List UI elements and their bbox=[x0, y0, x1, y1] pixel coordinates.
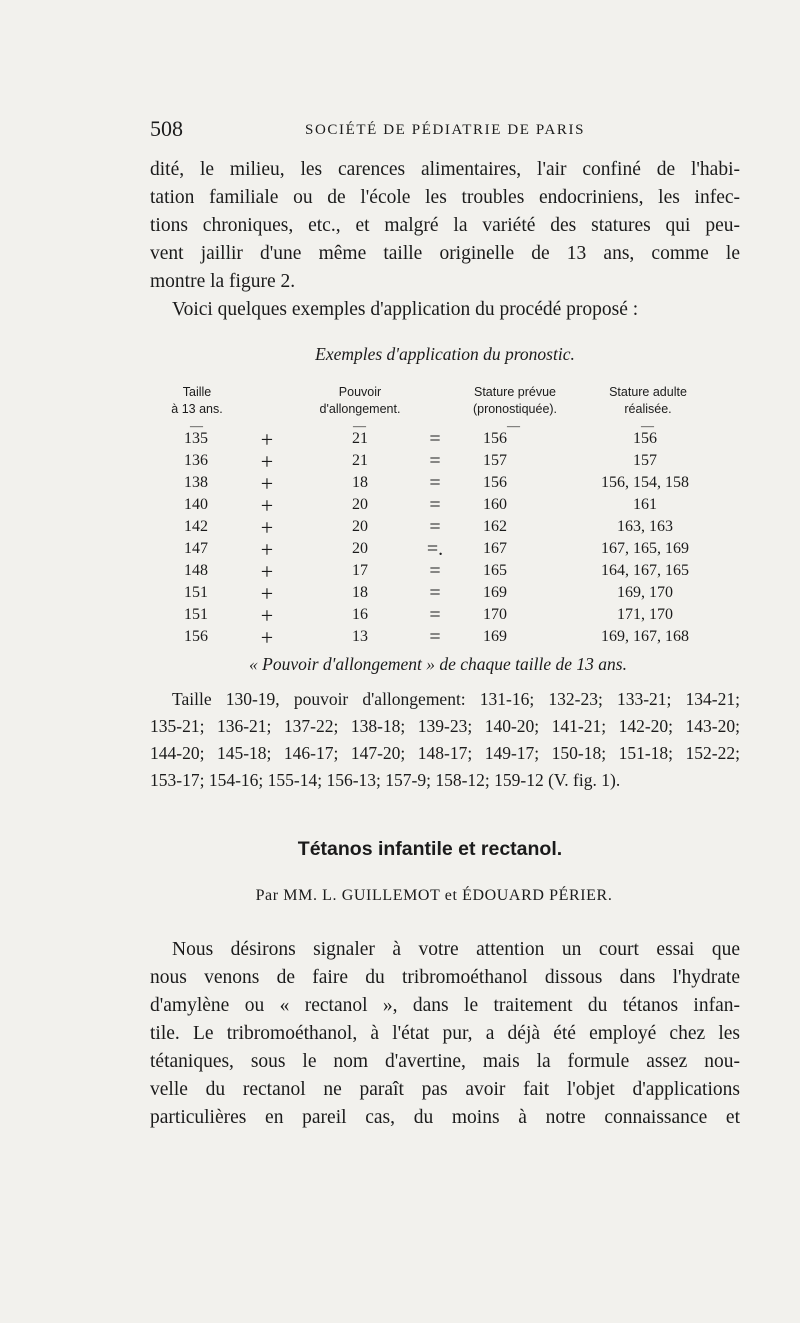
text-line: vent jaillir d'une même taille originelle de 13 ans, comme le bbox=[150, 243, 740, 264]
text-line: Nous désirons signaler à votre attention un court essai que bbox=[172, 939, 740, 960]
header-pouvoir: Pouvoir d'allongement. bbox=[319, 385, 401, 416]
text-line: tile. Le tribromoéthanol, à l'état pur, a déjà été employé chez les bbox=[150, 1023, 740, 1044]
text-line: particulières en pareil cas, du moins à notre connaissance et bbox=[150, 1107, 740, 1128]
table-row: 136 + 21 = 157 157 bbox=[184, 449, 657, 474]
text-line: nous venons de faire du tribromoéthanol dissous dans l'hydrate bbox=[150, 967, 740, 988]
paragraph-tetanos bbox=[150, 936, 740, 1132]
paragraph-continuation bbox=[150, 156, 740, 296]
text-line: 135-21; 136-21; 137-22; 138-18; 139-23; 140-20; 141-21; 142-20; 143-20; bbox=[150, 716, 740, 736]
table-row: 151 + 18 = 169 169, 170 bbox=[184, 581, 673, 606]
text-line: Taille 130-19, pouvoir d'allongement: 131-16; 132-23; 133-21; 134-21; bbox=[172, 689, 740, 709]
page-number: 508 bbox=[150, 116, 183, 141]
section-title: Tétanos infantile et rectanol. bbox=[297, 838, 563, 860]
header-dash: — bbox=[507, 418, 520, 433]
table-row: 135 + 21 = 156 156 bbox=[184, 427, 657, 452]
table-row: 142 + 20 = 162 163, 163 bbox=[184, 515, 673, 540]
header-adulte: Stature adulte réalisée. bbox=[609, 385, 687, 416]
table-row: 140 + 20 = 160 161 bbox=[184, 493, 657, 518]
text-line: dité, le milieu, les carences alimentaires, l'air confiné de l'habi- bbox=[150, 159, 740, 180]
text-line: tation familiale ou de l'école les troubles endocriniens, les infec- bbox=[150, 187, 740, 208]
header-dash: — bbox=[190, 418, 203, 433]
secondary-caption: « Pouvoir d'allongement » de chaque taille de 13 ans. bbox=[249, 654, 627, 674]
table-row: 151 + 16 = 170 171, 170 bbox=[184, 603, 673, 628]
header-taille: Taille à 13 ans. bbox=[171, 385, 223, 416]
table-row: 147 + 20 =. 167 167, 165, 169 bbox=[184, 537, 689, 562]
paragraph-intro-examples: Voici quelques exemples d'application du procédé proposé : bbox=[172, 299, 639, 320]
table-row: 156 + 13 = 169 169, 167, 168 bbox=[184, 625, 689, 650]
page-header bbox=[150, 116, 740, 146]
header-prevue: Stature prévue (pronostiquée). bbox=[472, 385, 558, 416]
table-caption: Exemples d'application du pronostic. bbox=[315, 344, 575, 364]
table-row: 148 + 17 = 165 164, 167, 165 bbox=[184, 559, 689, 584]
text-line: tions chroniques, etc., et malgré la variété des statures qui peu- bbox=[150, 215, 740, 236]
header-dash: — bbox=[641, 418, 654, 433]
text-line: tétaniques, sous le nom d'avertine, mais la formule assez nou- bbox=[150, 1051, 740, 1072]
text-line: 153-17; 154-16; 155-14; 156-13; 157-9; 158-12; 159-12 (V. fig. 1). bbox=[150, 770, 621, 790]
text-line: velle du rectanol ne paraît pas avoir fait l'objet d'applications bbox=[150, 1079, 740, 1100]
running-title: SOCIÉTÉ DE PÉDIATRIE DE PARIS bbox=[305, 122, 586, 138]
text-line: montre la figure 2. bbox=[150, 271, 296, 292]
text-line: 144-20; 145-18; 146-17; 147-20; 148-17; 149-17; 150-18; 151-18; 152-22; bbox=[150, 743, 740, 763]
header-dash: — bbox=[353, 418, 366, 433]
paragraph-allongement-list bbox=[150, 686, 740, 794]
text-line: d'amylène ou « rectanol », dans le traitement du tétanos infan- bbox=[150, 995, 740, 1016]
table-row: 138 + 18 = 156 156, 154, 158 bbox=[184, 471, 689, 496]
section-authors: Par MM. L. GUILLEMOT et ÉDOUARD PÉRIER. bbox=[255, 887, 613, 904]
